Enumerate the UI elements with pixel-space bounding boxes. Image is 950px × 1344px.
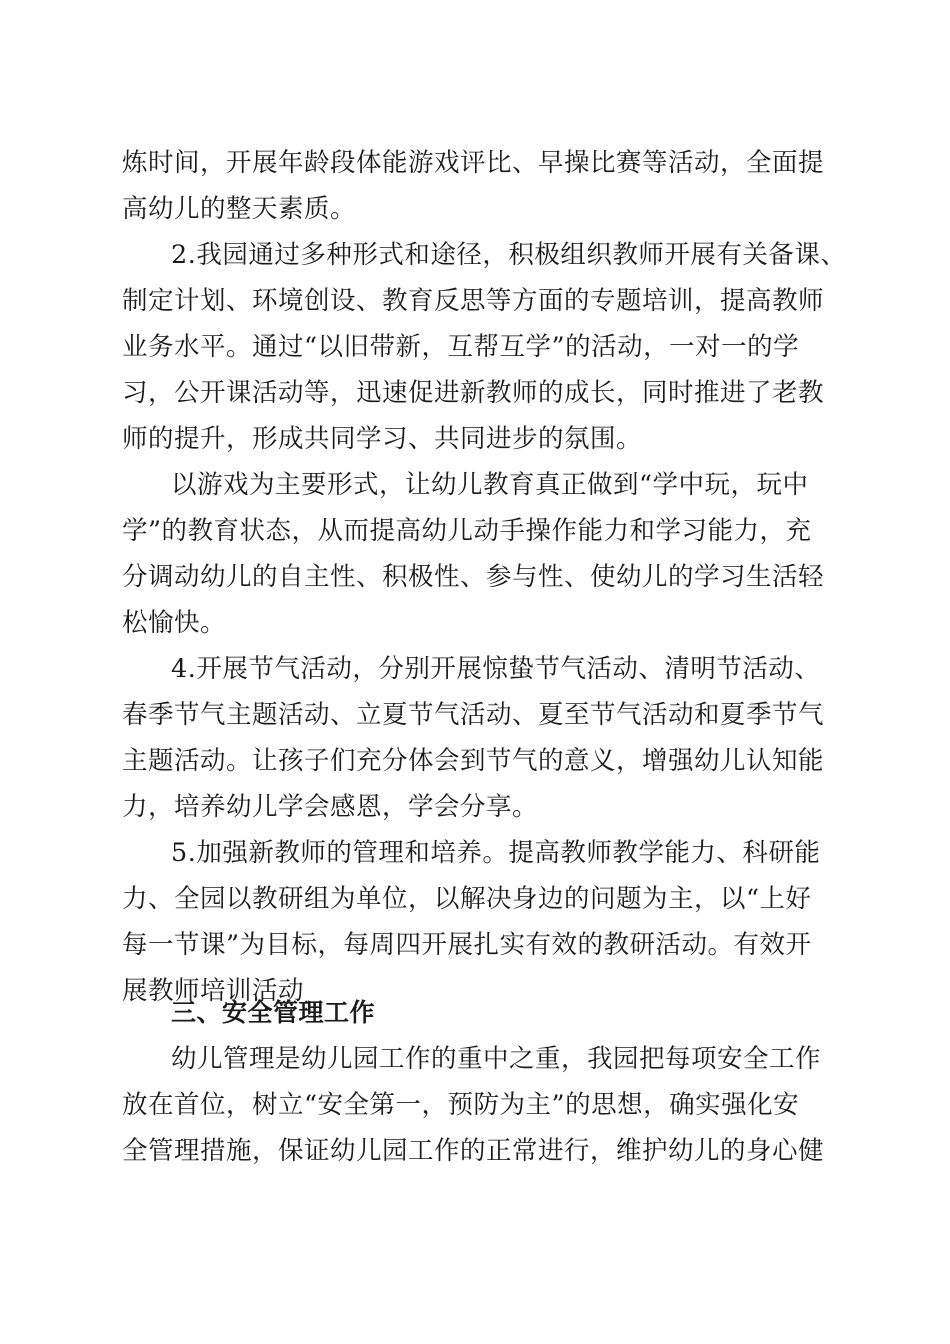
- text-line: 分调动幼儿的自主性、积极性、参与性、使幼儿的学习生活轻: [122, 562, 825, 592]
- text-line: 展教师培训活动: [122, 976, 305, 1006]
- section-heading: 三、安全管理工作: [171, 998, 376, 1027]
- text-line: 4.开展节气活动，分别开展惊蛰节气活动、清明节活动、: [171, 654, 821, 684]
- text-line: 2.我园通过多种形式和途径，积极组织教师开展有关备课、: [171, 240, 847, 270]
- text-line: 5.加强新教师的管理和培养。提高教师教学能力、科研能: [171, 838, 821, 868]
- text-line: 习，公开课活动等，迅速促进新教师的成长，同时推进了老教: [122, 378, 825, 408]
- text-line: 春季节气主题活动、立夏节气活动、夏至节气活动和夏季节气: [122, 700, 825, 730]
- text-line: 全管理措施，保证幼儿园工作的正常进行，维护幼儿的身心健: [122, 1136, 825, 1166]
- text-line: 以游戏为主要形式，让幼儿教育真正做到“学中玩，玩中: [171, 470, 809, 500]
- text-line: 师的提升，形成共同学习、共同进步的氛围。: [122, 424, 643, 454]
- text-line: 力、全园以教研组为单位，以解决身边的问题为主，以“上好: [122, 884, 812, 914]
- text-line: 放在首位，树立“安全第一，预防为主”的思想，确实强化安: [122, 1090, 800, 1120]
- text-line: 幼儿管理是幼儿园工作的重中之重，我园把每项安全工作: [171, 1044, 822, 1074]
- text-line: 高幼儿的整天素质。: [122, 194, 357, 224]
- text-line: 力，培养幼儿学会感恩，学会分享。: [122, 792, 539, 822]
- text-line: 制定计划、环境创设、教育反思等方面的专题培训，提高教师: [122, 286, 825, 316]
- text-line: 松愉快。: [122, 608, 227, 638]
- text-line: 学”的教育状态，从而提高幼儿动手操作能力和学习能力，充: [122, 516, 812, 546]
- text-line: 业务水平。通过“以旧带新，互帮互学”的活动，一对一的学: [122, 332, 800, 362]
- text-line: 炼时间，开展年龄段体能游戏评比、早操比赛等活动，全面提: [122, 148, 825, 178]
- text-line: 每一节课”为目标，每周四开展扎实有效的教研活动。有效开: [122, 930, 812, 960]
- text-line: 主题活动。让孩子们充分体会到节气的意义，增强幼儿认知能: [122, 746, 825, 776]
